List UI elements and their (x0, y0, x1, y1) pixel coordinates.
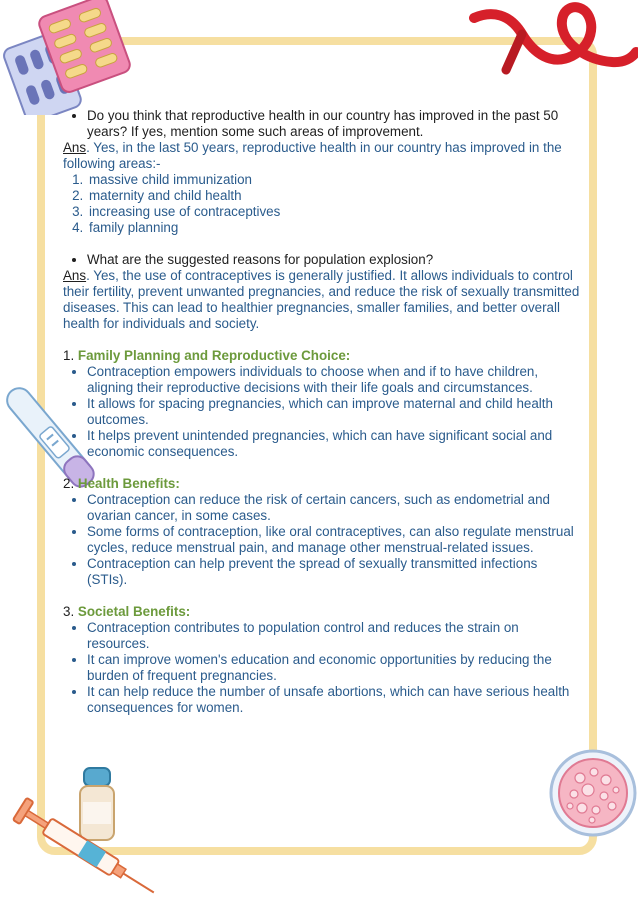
section-2-points (63, 492, 581, 588)
list-item: 1. massive child immunization (87, 172, 581, 188)
list-item: • It allows for spacing pregnancies, which can improve maternal and child health outcomes. (87, 396, 581, 428)
section-3-heading (63, 604, 581, 620)
list-item: • It can improve women's education and economic opportunities by reducing the burden of frequent pregnancies. (87, 652, 581, 684)
list-item: 3. increasing use of contraceptives (87, 204, 581, 220)
main-content (63, 108, 581, 716)
list-item: • It helps prevent unintended pregnancies, which can have significant social and economic consequences. (87, 428, 581, 460)
petri-dish-icon (548, 748, 638, 838)
answer-label: Ans (63, 140, 87, 155)
answer-2 (63, 268, 581, 332)
list-item: • Some forms of contraception, like oral contraceptives, can also regulate menstrual cycles, reduce menstrual pain, and manage other menstrual-related issues. (87, 524, 581, 556)
improvement-areas-list (63, 172, 581, 236)
section-title: Family Planning and Reproductive Choice: (77, 348, 351, 363)
answer-label: Ans (63, 268, 87, 283)
list-item: • It can help reduce the number of unsafe abortions, which can have serious health consequences for women. (87, 684, 581, 716)
section-1-points (63, 364, 581, 460)
section-number: 1. (63, 348, 75, 363)
list-item: • Contraception empowers individuals to choose when and if to have children, aligning their reproductive decisions with their life goals and circumstances. (87, 364, 581, 396)
pill-blister-icon (0, 0, 140, 115)
section-1-heading (63, 348, 581, 364)
list-item: • Contraception contributes to population control and reduces the strain on resources. (87, 620, 581, 652)
awareness-ribbon-icon (462, 0, 638, 85)
answer-1-text: . Yes, in the last 50 years, reproductive health in our country has improved in the following areas:- (63, 140, 562, 171)
list-item: 4. family planning (87, 220, 581, 236)
section-title: Health Benefits: (77, 476, 180, 491)
list-item: 2. maternity and child health (87, 188, 581, 204)
question-1-text: • Do you think that reproductive health in our country has improved in the past 50 years? If yes, mention some such areas of improvement. (87, 108, 581, 140)
question-2-text: • What are the suggested reasons for population explosion? (87, 252, 581, 268)
answer-1 (63, 140, 581, 172)
list-item: • Contraception can reduce the risk of certain cancers, such as endometrial and ovarian cancer, in some cases. (87, 492, 581, 524)
syringe-icon (0, 790, 170, 902)
question-1 (63, 108, 581, 140)
section-number: 2. (63, 476, 75, 491)
section-number: 3. (63, 604, 75, 619)
section-3-points (63, 620, 581, 716)
section-2-heading (63, 476, 581, 492)
list-item: • Contraception can help prevent the spread of sexually transmitted infections (STIs). (87, 556, 581, 588)
section-title: Societal Benefits: (77, 604, 191, 619)
question-2 (63, 252, 581, 268)
answer-2-text: . Yes, the use of contraceptives is generally justified. It allows individuals to control their fertility, prevent unwanted pregnancies, and reduce the risk of sexually transmitted diseases. This can lead to healthier pregnancies, smaller families, and better overall health for individuals and society. (63, 268, 580, 331)
